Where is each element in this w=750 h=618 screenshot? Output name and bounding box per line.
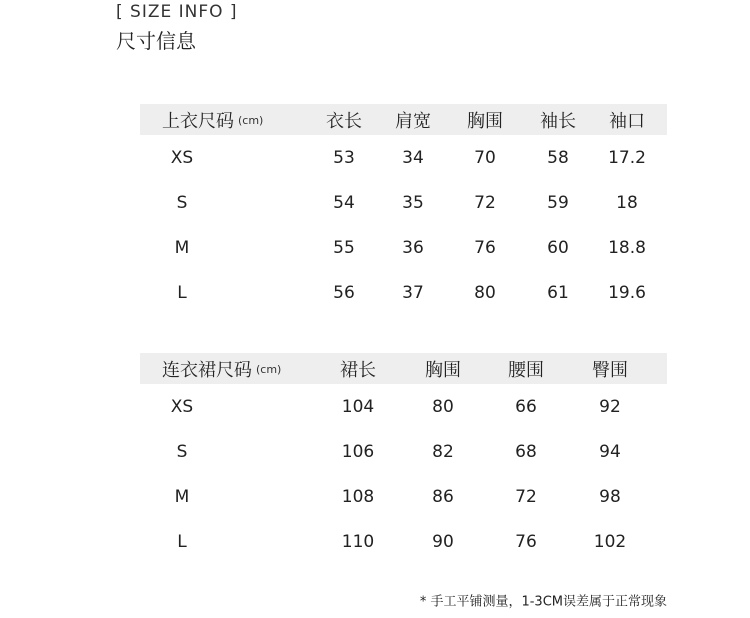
table-cell: 37	[402, 282, 424, 303]
table-cell: 110	[341, 531, 375, 552]
table-cell: 92	[599, 396, 621, 417]
table-cell: 18	[616, 192, 638, 213]
table-cell: 102	[593, 531, 627, 552]
table-cell: 60	[547, 237, 569, 258]
table-cell: 34	[402, 147, 424, 168]
title-chinese: 尺寸信息	[116, 29, 196, 53]
table-row	[140, 519, 667, 564]
size-label: S	[176, 192, 188, 213]
table-cell: 76	[474, 237, 496, 258]
table-cell: 72	[515, 486, 537, 507]
dress-col-header: 裙长	[340, 359, 376, 381]
table-row	[140, 270, 667, 315]
size-label: S	[176, 441, 188, 462]
size-label: M	[174, 237, 190, 258]
table-row	[140, 135, 667, 180]
dress-table-label-text: 连衣裙尺码	[162, 359, 252, 381]
table-cell: 70	[474, 147, 496, 168]
table-cell: 90	[432, 531, 454, 552]
dress-table-label	[162, 353, 281, 384]
top-table-header-row	[140, 104, 667, 135]
table-cell: 54	[333, 192, 355, 213]
table-cell: 80	[432, 396, 454, 417]
table-cell: 55	[333, 237, 355, 258]
size-label: L	[177, 531, 187, 552]
table-row	[140, 474, 667, 519]
top-size-table	[140, 104, 667, 315]
table-row	[140, 225, 667, 270]
table-cell: 59	[547, 192, 569, 213]
table-row	[140, 384, 667, 429]
table-cell: 19.6	[608, 282, 646, 303]
table-cell: 56	[333, 282, 355, 303]
table-cell: 53	[333, 147, 355, 168]
table-cell: 36	[402, 237, 424, 258]
table-cell: 35	[402, 192, 424, 213]
dress-table-header-row	[140, 353, 667, 384]
measurement-footnote: * 手工平铺测量，1-3CM误差属于正常现象	[419, 594, 667, 610]
table-cell: 61	[547, 282, 569, 303]
dress-size-table	[140, 353, 667, 564]
table-row	[140, 180, 667, 225]
dress-table-unit: (cm)	[256, 363, 282, 376]
size-label: XS	[170, 396, 194, 417]
table-cell: 18.8	[608, 237, 646, 258]
table-cell: 98	[599, 486, 621, 507]
table-cell: 80	[474, 282, 496, 303]
table-cell: 66	[515, 396, 537, 417]
title-english: [ SIZE INFO ]	[116, 2, 238, 22]
top-col-header: 袖长	[540, 110, 576, 132]
dress-col-header: 胸围	[425, 359, 461, 381]
dress-col-header: 腰围	[508, 359, 544, 381]
table-cell: 68	[515, 441, 537, 462]
table-cell: 82	[432, 441, 454, 462]
table-cell: 94	[599, 441, 621, 462]
table-cell: 108	[341, 486, 375, 507]
table-cell: 76	[515, 531, 537, 552]
top-table-label	[162, 104, 263, 135]
table-row	[140, 429, 667, 474]
top-col-header: 袖口	[609, 110, 645, 132]
table-cell: 17.2	[608, 147, 646, 168]
size-label: M	[174, 486, 190, 507]
table-cell: 58	[547, 147, 569, 168]
top-col-header: 胸围	[467, 110, 503, 132]
top-col-header: 肩宽	[395, 110, 431, 132]
dress-col-header: 臀围	[592, 359, 628, 381]
table-cell: 106	[341, 441, 375, 462]
top-table-label-text: 上衣尺码	[162, 110, 234, 132]
table-cell: 86	[432, 486, 454, 507]
size-label: L	[177, 282, 187, 303]
table-cell: 72	[474, 192, 496, 213]
size-label: XS	[170, 147, 194, 168]
table-cell: 104	[341, 396, 375, 417]
top-col-header: 衣长	[326, 110, 362, 132]
top-table-unit: (cm)	[238, 114, 264, 127]
